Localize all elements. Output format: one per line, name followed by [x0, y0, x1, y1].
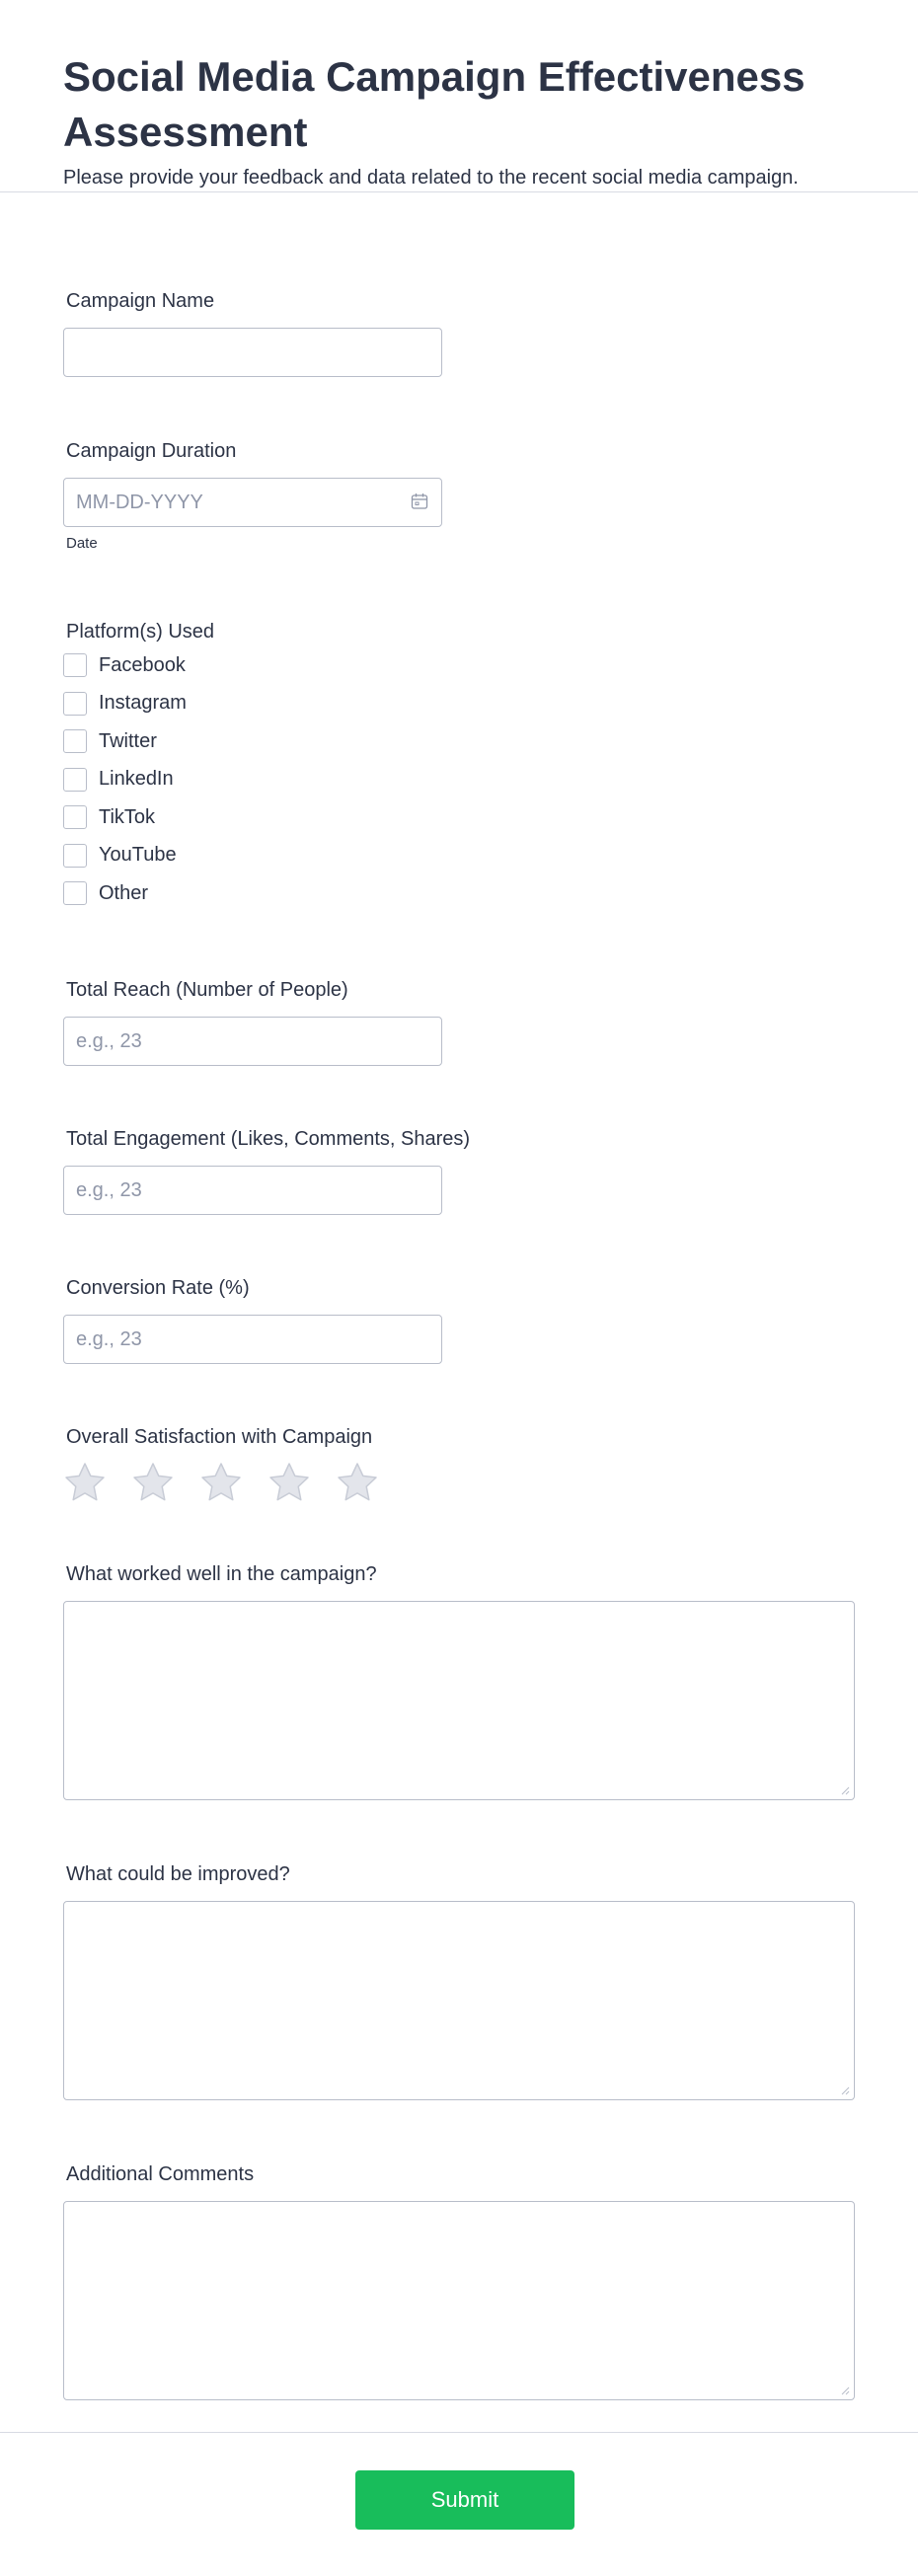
- campaign-duration-input[interactable]: [63, 478, 442, 527]
- textarea-wrapper: [63, 1601, 855, 1800]
- worked-well-label: What worked well in the campaign?: [66, 1563, 377, 1585]
- platforms-label: Platform(s) Used: [66, 621, 215, 643]
- checkbox-twitter[interactable]: [63, 729, 87, 753]
- campaign-name-field: [63, 288, 442, 377]
- form-header: [0, 0, 918, 192]
- conversion-rate-input[interactable]: [63, 1315, 442, 1364]
- comments-textarea[interactable]: [63, 2201, 855, 2400]
- platforms-checkbox-list: [63, 646, 214, 913]
- total-engagement-label: Total Engagement (Likes, Comments, Shares): [66, 1128, 471, 1150]
- checkbox-option[interactable]: [63, 646, 214, 685]
- checkbox-other[interactable]: [63, 881, 87, 905]
- checkbox-linkedin[interactable]: [63, 768, 87, 792]
- date-input-wrapper: [63, 478, 442, 527]
- checkbox-label: YouTube: [99, 844, 177, 867]
- resize-grip-icon[interactable]: [841, 1786, 850, 1795]
- resize-grip-icon[interactable]: [841, 2086, 850, 2095]
- star-icon[interactable]: [268, 1462, 311, 1503]
- star-icon[interactable]: [336, 1462, 379, 1503]
- campaign-duration-label: Campaign Duration: [66, 440, 237, 462]
- satisfaction-label: Overall Satisfaction with Campaign: [66, 1426, 373, 1448]
- comments-field: [63, 2161, 855, 2400]
- textarea-wrapper: [63, 2201, 855, 2400]
- star-icon[interactable]: [131, 1462, 175, 1503]
- page-title: Social Media Campaign Effectiveness Assessment: [63, 53, 805, 155]
- checkbox-label: Other: [99, 881, 149, 904]
- checkbox-tiktok[interactable]: [63, 805, 87, 829]
- star-icon[interactable]: [199, 1462, 243, 1503]
- star-icon[interactable]: [63, 1462, 107, 1503]
- comments-label: Additional Comments: [66, 2163, 255, 2185]
- checkbox-option[interactable]: [63, 798, 214, 837]
- total-reach-label: Total Reach (Number of People): [66, 979, 348, 1001]
- form-footer: [0, 2432, 918, 2576]
- date-sublabel: Date: [66, 535, 98, 552]
- satisfaction-field: [63, 1424, 404, 1503]
- checkbox-option[interactable]: [63, 874, 214, 913]
- star-rating: [63, 1462, 404, 1503]
- resize-grip-icon[interactable]: [841, 2387, 850, 2395]
- campaign-duration-field: [63, 438, 442, 552]
- checkbox-option[interactable]: [63, 722, 214, 761]
- checkbox-facebook[interactable]: [63, 653, 87, 677]
- checkbox-label: LinkedIn: [99, 768, 174, 791]
- improved-textarea[interactable]: [63, 1901, 855, 2100]
- total-engagement-field: [63, 1126, 470, 1215]
- checkbox-youtube[interactable]: [63, 844, 87, 868]
- conversion-rate-label: Conversion Rate (%): [66, 1277, 250, 1299]
- improved-field: [63, 1861, 855, 2100]
- submit-button[interactable]: Submit: [355, 2470, 574, 2530]
- campaign-name-label: Campaign Name: [66, 290, 215, 312]
- checkbox-label: Twitter: [99, 729, 157, 752]
- checkbox-label: Facebook: [99, 653, 186, 676]
- improved-label: What could be improved?: [66, 1863, 290, 1885]
- campaign-name-input[interactable]: [63, 328, 442, 377]
- total-engagement-input[interactable]: [63, 1166, 442, 1215]
- worked-well-field: [63, 1561, 855, 1800]
- page-subtitle: Please provide your feedback and data related to the recent social media campaign.: [63, 167, 799, 189]
- checkbox-option[interactable]: [63, 761, 214, 799]
- calendar-icon[interactable]: [411, 492, 428, 510]
- checkbox-label: TikTok: [99, 805, 156, 828]
- conversion-rate-field: [63, 1275, 442, 1364]
- total-reach-field: [63, 977, 442, 1066]
- worked-well-textarea[interactable]: [63, 1601, 855, 1800]
- checkbox-option[interactable]: [63, 685, 214, 723]
- textarea-wrapper: [63, 1901, 855, 2100]
- platforms-field: [63, 619, 214, 913]
- total-reach-input[interactable]: [63, 1017, 442, 1066]
- checkbox-instagram[interactable]: [63, 692, 87, 716]
- checkbox-label: Instagram: [99, 692, 187, 715]
- checkbox-option[interactable]: [63, 837, 214, 875]
